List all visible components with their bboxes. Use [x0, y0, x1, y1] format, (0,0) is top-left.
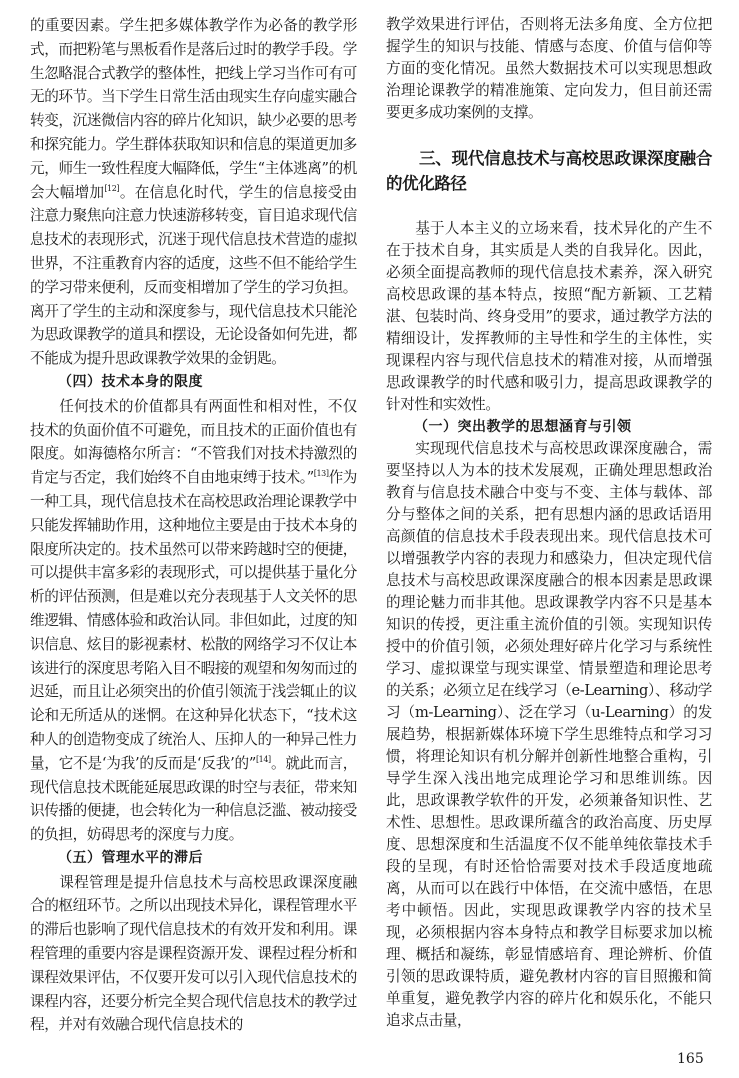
- paragraph: 实现现代信息技术与高校思政课深度融合，需要坚持以人为本的技术发展观，正确处理思想政治教育与信息技术融合中变与不变、主体与载体、部分与整体之间的关系，把有思想内涵的思政话语用高颜值的信息技术手段表现出来。现代信息技术可以增强教学内容的表现力和感染力，但决定现代信息技术与高校思政课深度融合的根本因素是思政课的理论魅力而非其他。思政课教学内容不只是基本知识的传授，更注重主流价值的引领。实现知识传授中的价值引领，必须处理好碎片化学习与系统性学习、虚拟课堂与现实课堂、情景塑造和理论思考的关系；必须立足在线学习（e-Learning）、移动学习（m-Learning）、泛在学习（u-Learning）的发展趋势，根据新媒体环境下学生思维特点和学习习惯，将理论知识有机分解并创新性地整合重构，引导学生深入浅出地完成理论学习和思维训练。因此，思政课教学软件的开发，必须兼备知识性、艺术性、思想性。思政课所蕴含的政治高度、历史厚度、思想深度和生活温度不仅不能单纯依靠技术手段的呈现，有时还恰恰需要对技术手段适度地疏离，从而可以在践行中体悟，在交流中感悟，在思考中顿悟。因此，实现思政课教学内容的技术呈现，必须根据内容本身特点和教学目标要求加以梳理、概括和凝练，彰显情感培育、理论辨析、价值引领的思政课特质，避免教材内容的盲目照搬和简单重复，避免教学内容的碎片化和娱乐化，不能只追求点击量，: [386, 440, 712, 1029]
- citation-ref: [12]: [104, 183, 120, 193]
- paragraph: 课程管理是提升信息技术与高校思政课深度融合的枢纽环节。之所以出现技术异化，课程管理水平的滞后也影响了现代信息技术的有效开发和利用。课程管理的重要内容是课程资源开发、课程过程分析和课程效果评估，不仅要开发可以引入现代信息技术的课程内容，还要分析完全契合现代信息技术的教学过程，并对有效融合现代信息技术的: [30, 873, 357, 1034]
- section-heading-3: 三、现代信息技术与高校思政课深度融合的优化路径: [386, 149, 712, 193]
- right-column: [386, 14, 712, 1032]
- subsection-heading-4: （四）技术本身的限度: [58, 373, 203, 390]
- citation-ref: [14]: [255, 754, 271, 764]
- paragraph: 基于人本主义的立场来看，技术异化的产生不在于技术自身，其实质是人类的自我异化。因此，必须全面提高教师的现代信息技术素养，深入研究高校思政课的基本特点，按照“配方新颖、工艺精湛、包装时尚、终身受用”的要求，通过教学方法的精细设计，发挥教师的主导性和学生的主体性，实现课程内容与现代信息技术的精准对接，从而增强思政课教学的时代感和吸引力，提高思政课教学的针对性和实效性。: [386, 220, 712, 413]
- subsection-heading-5: （五）管理水平的滞后: [58, 849, 203, 866]
- page-number: 165: [677, 1051, 704, 1067]
- subsection-heading-1: （一）突出教学的思想涵育与引领: [414, 419, 632, 435]
- citation-ref: [13]: [313, 469, 329, 479]
- left-column: [30, 14, 357, 1037]
- paragraph: 的重要因素。学生把多媒体教学作为必备的教学形式，而把粉笔与黑板看作是落后过时的教学手段。学生忽略混合式教学的整体性，把线上学习当作可有可无的环节。当下学生日常生活由现实生存向虚实融合转变，沉迷微信内容的碎片化知识，缺少必要的思考和探究能力。学生群体获取知识和信息的渠道更加多元，师生一致性程度大幅降低，学生“主体逃离”的机会大幅增加[12]。在信息化时代，学生的信息接受由注意力聚焦向注意力快速游移转变，盲目追求现代信息技术的表现形式，沉迷于现代信息技术营造的虚拟世界，不注重教育内容的适度，这些不但不能给学生的学习带来便利，反而变相增加了学生的学习负担。离开了学生的主动和深度参与，现代信息技术只能沦为思政课教学的道具和摆设，无论设备如何先进，都不能成为提升思政课教学效果的金钥匙。: [30, 17, 357, 368]
- paragraph: 教学效果进行评估，否则将无法多角度、全方位把握学生的知识与技能、情感与态度、价值与信仰等方面的变化情况。虽然大数据技术可以实现思想政治理论课教学的精准施策、定向发力，但目前还需要更多成功案例的支撑。: [386, 16, 712, 121]
- paragraph: 任何技术的价值都具有两面性和相对性，不仅技术的负面价值不可避免，而且技术的正面价值也有限度。如海德格尔所言：“不管我们对技术持激烈的肯定与否定，我们始终不自由地束缚于技术。”[13]作为一种工具，现代信息技术在高校思政治理论课教学中只能发挥辅助作用，这种地位主要是由于技术本身的限度所决定的。技术虽然可以带来跨越时空的便捷，可以提供丰富多彩的表现形式，可以提供基于量化分析的评估预测，但是难以充分表现基于人文关怀的思维逻辑、情感体验和政治认同。非但如此，过度的知识信息、炫目的影视素材、松散的网络学习不仅让本该进行的深度思考陷入目不暇接的观望和匆匆而过的迟延，而且让必须突出的价值引领流于浅尝辄止的议论和无所适从的迷惘。在这种异化状态下，“技术这种人的创造物变成了统治人、压抑人的一种异己性力量，它不是‘为我’的反而是‘反我’的”[14]。就此而言，现代信息技术既能延展思政课的时空与表征，带来知识传播的便捷，也会转化为一种信息泛滥、被动接受的负担，妨碍思考的深度与力度。: [30, 397, 357, 844]
